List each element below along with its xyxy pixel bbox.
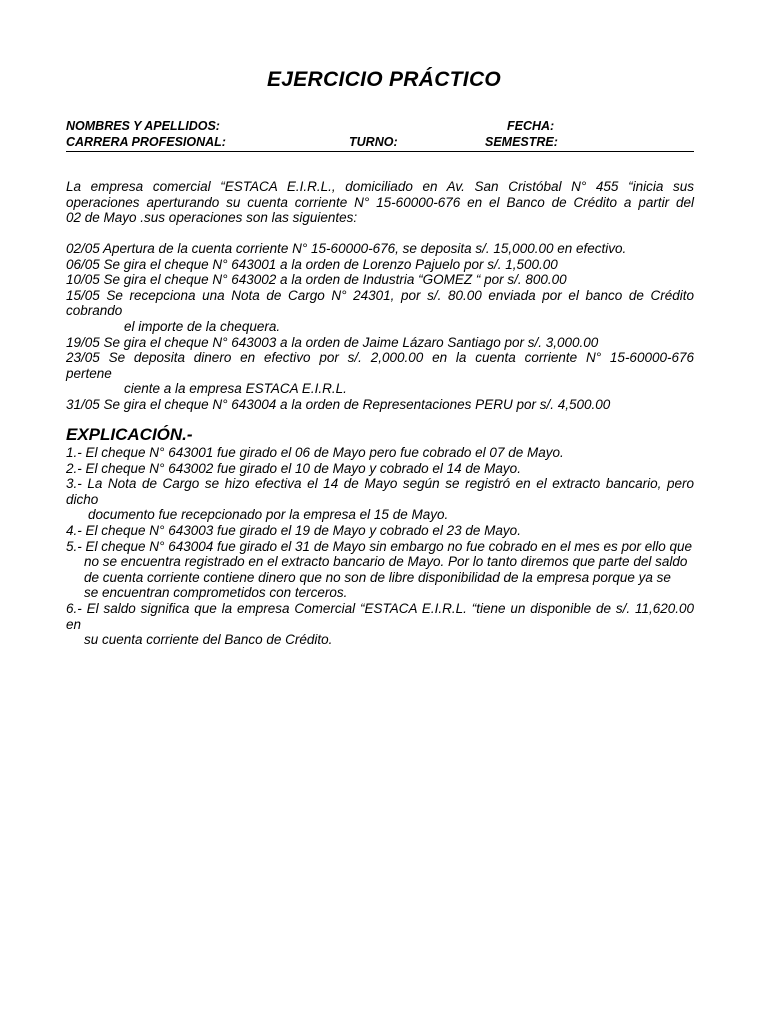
header-divider	[66, 151, 694, 152]
header-row-2	[66, 135, 694, 151]
fecha-label: FECHA:	[507, 119, 555, 133]
explanation-line: 5.- El cheque N° 643004 fue girado el 31 de Mayo sin embargo no fue cobrado en el mes es por ello que	[66, 538, 693, 554]
operation-line: 31/05 Se gira el cheque N° 643004 a la orden de Representaciones PERU por s/. 4,500.00	[66, 396, 611, 412]
operation-line: cobrando	[66, 303, 123, 319]
explanation-line: 2.- El cheque N° 643002 fue girado el 10 de Mayo y cobrado el 14 de Mayo.	[66, 460, 521, 476]
operation-line: 15/05 Se recepciona una Nota de Cargo N° 24301, por s/. 80.00 enviada por el banco de Crédito	[66, 287, 694, 303]
explanation-line: de cuenta corriente contiene dinero que no son de libre disponibilidad de la empresa porque ya se	[84, 569, 671, 585]
header-row-1	[66, 119, 694, 135]
explanation-line: 3.- La Nota de Cargo se hizo efectiva el 14 de Mayo según se registró en el extracto bancario, pero	[66, 476, 694, 492]
explanation-line: su cuenta corriente del Banco de Crédito.	[84, 632, 333, 648]
explanation-line: documento fue recepcionado por la empresa el 15 de Mayo.	[88, 507, 449, 523]
operation-line: ciente a la empresa ESTACA E.I.R.L.	[124, 381, 347, 397]
operation-line: pertene	[66, 365, 112, 381]
explanation-line: en	[66, 616, 82, 632]
turno-label: TURNO:	[349, 135, 398, 149]
semestre-label: SEMESTRE:	[485, 135, 558, 149]
explanation-heading: EXPLICACIÓN.-	[66, 425, 193, 444]
intro-paragraph	[66, 179, 694, 226]
intro-line: La empresa comercial “ESTACA E.I.R.L., domiciliado en Av. San Cristóbal N° 455 “inicia sus	[66, 179, 694, 194]
page-title: EJERCICIO PRÁCTICO	[266, 68, 502, 91]
operation-line: 10/05 Se gira el cheque N° 643002 a la orden de Industria “GOMEZ “ por s/. 800.00	[66, 272, 567, 288]
operation-line: el importe de la chequera.	[124, 318, 281, 334]
operations-list	[66, 241, 694, 413]
intro-line: operaciones aperturando su cuenta corriente N° 15-60000-676 en el Banco de Crédito a partir del	[66, 194, 694, 210]
operation-line: 19/05 Se gira el cheque N° 643003 a la orden de Jaime Lázaro Santiago por s/. 3,000.00	[66, 334, 599, 350]
explanation-line: se encuentran comprometidos con terceros.	[84, 585, 348, 601]
intro-line: 02 de Mayo .sus operaciones son las siguientes:	[66, 210, 358, 226]
carrera-label: CARRERA PROFESIONAL:	[66, 135, 226, 149]
explanation-line: no se encuentra registrado en el extracto bancario de Mayo. Por lo tanto diremos que parte del saldo	[84, 554, 688, 570]
operation-line: 06/05 Se gira el cheque N° 643001 a la orden de Lorenzo Pajuelo por s/. 1,500.00	[66, 256, 558, 272]
operation-line: 23/05 Se deposita dinero en efectivo por s/. 2,000.00 en la cuenta corriente N° 15-60000-676	[66, 350, 694, 366]
operation-line: 02/05 Apertura de la cuenta corriente N° 15-60000-676, se deposita s/. 15,000.00 en efectivo.	[66, 241, 627, 256]
explanation-line: dicho	[66, 491, 99, 507]
explanation-line: 6.- El saldo significa que la empresa Comercial “ESTACA E.I.R.L. “tiene un disponible de s/. 11,620.00	[66, 600, 694, 616]
nombres-label: NOMBRES Y APELLIDOS:	[66, 119, 220, 133]
explanation-line: 1.- El cheque N° 643001 fue girado el 06 de Mayo pero fue cobrado el 07 de Mayo.	[66, 445, 564, 460]
explanation-line: 4.- El cheque N° 643003 fue girado el 19 de Mayo y cobrado el 23 de Mayo.	[66, 522, 521, 538]
explanation-list	[66, 445, 694, 648]
